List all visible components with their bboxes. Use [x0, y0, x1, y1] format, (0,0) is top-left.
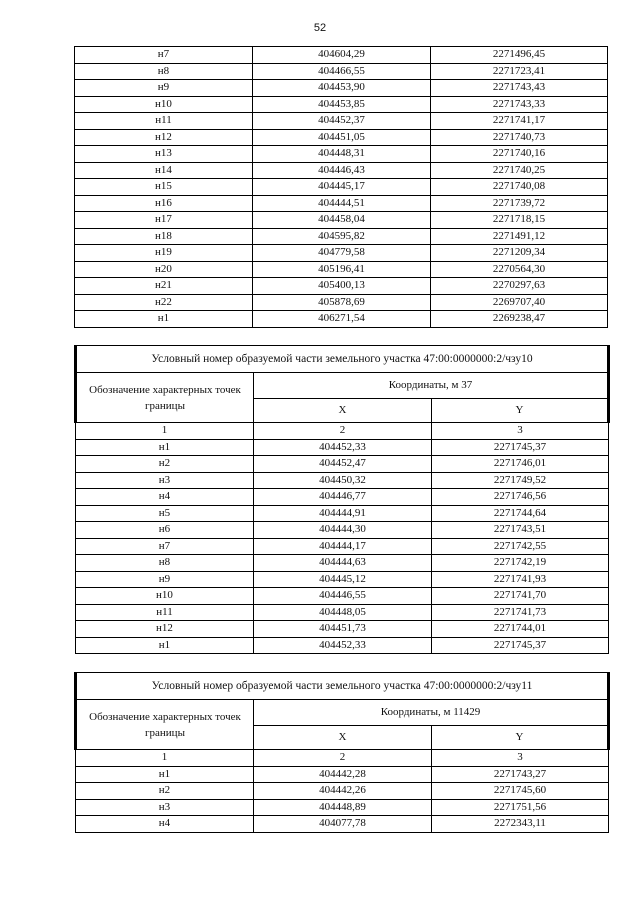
table-row — [75, 212, 608, 229]
x-coordinate: 404452,37 — [253, 113, 431, 130]
table-row — [75, 80, 608, 97]
x-coordinate: 404442,28 — [254, 766, 432, 783]
x-coordinate: 404448,31 — [253, 146, 431, 163]
y-coordinate: 2271751,56 — [432, 799, 609, 816]
point-id: н7 — [76, 538, 254, 555]
point-id: н11 — [75, 113, 253, 130]
y-coordinate: 2271718,15 — [431, 212, 608, 229]
point-id: н6 — [76, 522, 254, 539]
x-coordinate: 404444,30 — [254, 522, 432, 539]
table-row — [76, 621, 609, 638]
point-id: н10 — [75, 96, 253, 113]
coordinates-header: Координаты, м 11429 — [254, 700, 609, 726]
coordinates-table-continued — [74, 46, 608, 328]
table-row — [75, 47, 608, 64]
point-id: н9 — [76, 571, 254, 588]
x-coordinate: 404450,32 — [254, 472, 432, 489]
table-row — [76, 505, 609, 522]
point-id: н4 — [76, 489, 254, 506]
point-id: н13 — [75, 146, 253, 163]
x-coordinate: 404446,43 — [253, 162, 431, 179]
table-row — [76, 571, 609, 588]
y-coordinate: 2271740,25 — [431, 162, 608, 179]
x-coordinate: 404444,91 — [254, 505, 432, 522]
table-title: Условный номер образуемой части земельного участка 47:00:0000000:2/чзу11 — [76, 673, 609, 700]
x-coordinate: 404452,33 — [254, 637, 432, 654]
x-coordinate: 404446,77 — [254, 489, 432, 506]
point-id: н10 — [76, 588, 254, 605]
point-id: н7 — [75, 47, 253, 64]
point-id: н8 — [75, 63, 253, 80]
point-id: н3 — [76, 799, 254, 816]
y-coordinate: 2271741,17 — [431, 113, 608, 130]
x-coordinate: 404445,17 — [253, 179, 431, 196]
table-row — [76, 588, 609, 605]
page-number: 52 — [313, 22, 327, 34]
y-coordinate: 2271209,34 — [431, 245, 608, 262]
column-number: 3 — [432, 423, 609, 440]
table-row — [76, 816, 609, 833]
table-row — [75, 261, 608, 278]
x-coordinate: 404452,47 — [254, 456, 432, 473]
y-coordinate: 2271740,08 — [431, 179, 608, 196]
y-coordinate: 2271496,45 — [431, 47, 608, 64]
table-row — [76, 766, 609, 783]
table-row — [75, 278, 608, 295]
y-coordinate: 2271743,33 — [431, 96, 608, 113]
column-number: 2 — [254, 423, 432, 440]
y-coordinate: 2271739,72 — [431, 195, 608, 212]
x-coordinate: 404453,90 — [253, 80, 431, 97]
x-coordinate: 404446,55 — [254, 588, 432, 605]
table-row — [76, 799, 609, 816]
x-column-header: X — [254, 399, 432, 423]
point-id: н14 — [75, 162, 253, 179]
table-row — [75, 228, 608, 245]
y-coordinate: 2270297,63 — [431, 278, 608, 295]
x-coordinate: 404595,82 — [253, 228, 431, 245]
x-coordinate: 404444,63 — [254, 555, 432, 572]
point-id: н18 — [75, 228, 253, 245]
column-number: 1 — [76, 423, 254, 440]
point-id: н1 — [76, 637, 254, 654]
y-coordinate: 2271742,55 — [432, 538, 609, 555]
point-id: н11 — [76, 604, 254, 621]
y-coordinate: 2270564,30 — [431, 261, 608, 278]
x-coordinate: 405878,69 — [253, 294, 431, 311]
table-row — [75, 129, 608, 146]
point-id: н3 — [76, 472, 254, 489]
x-coordinate: 404604,29 — [253, 47, 431, 64]
x-coordinate: 406271,54 — [253, 311, 431, 328]
y-coordinate: 2271742,19 — [432, 555, 609, 572]
point-id: н19 — [75, 245, 253, 262]
y-coordinate: 2272343,11 — [432, 816, 609, 833]
table-row — [75, 245, 608, 262]
x-coordinate: 404779,58 — [253, 245, 431, 262]
column-number: 1 — [76, 750, 254, 767]
table-row — [75, 162, 608, 179]
y-coordinate: 2269707,40 — [431, 294, 608, 311]
table-row — [76, 555, 609, 572]
table-row — [76, 472, 609, 489]
x-coordinate: 404451,05 — [253, 129, 431, 146]
y-column-header: Y — [432, 726, 609, 750]
coordinates-table-chzu10 — [74, 345, 610, 654]
y-coordinate: 2269238,47 — [431, 311, 608, 328]
x-coordinate: 404448,89 — [254, 799, 432, 816]
x-coordinate: 404077,78 — [254, 816, 432, 833]
y-coordinate: 2271741,73 — [432, 604, 609, 621]
point-id: н2 — [76, 456, 254, 473]
y-coordinate: 2271745,60 — [432, 783, 609, 800]
x-coordinate: 404466,55 — [253, 63, 431, 80]
point-id: н1 — [76, 439, 254, 456]
point-id: н15 — [75, 179, 253, 196]
point-id: н1 — [76, 766, 254, 783]
table-row — [76, 489, 609, 506]
table-row — [76, 538, 609, 555]
point-id: н8 — [76, 555, 254, 572]
table-row — [76, 522, 609, 539]
x-coordinate: 404444,17 — [254, 538, 432, 555]
point-id: н5 — [76, 505, 254, 522]
column-number: 3 — [432, 750, 609, 767]
table-row — [76, 439, 609, 456]
point-id: н20 — [75, 261, 253, 278]
column-number: 2 — [254, 750, 432, 767]
y-coordinate: 2271749,52 — [432, 472, 609, 489]
x-coordinate: 404451,73 — [254, 621, 432, 638]
y-coordinate: 2271743,43 — [431, 80, 608, 97]
x-column-header: X — [254, 726, 432, 750]
point-id: н12 — [75, 129, 253, 146]
table-row — [76, 637, 609, 654]
table-row — [75, 179, 608, 196]
points-column-header: Обозначение характерных точек границы — [76, 700, 254, 750]
y-coordinate: 2271740,16 — [431, 146, 608, 163]
x-coordinate: 405400,13 — [253, 278, 431, 295]
y-coordinate: 2271743,27 — [432, 766, 609, 783]
x-coordinate: 404444,51 — [253, 195, 431, 212]
x-coordinate: 404448,05 — [254, 604, 432, 621]
x-coordinate: 404452,33 — [254, 439, 432, 456]
y-coordinate: 2271746,01 — [432, 456, 609, 473]
x-coordinate: 404458,04 — [253, 212, 431, 229]
x-coordinate: 404442,26 — [254, 783, 432, 800]
point-id: н9 — [75, 80, 253, 97]
y-coordinate: 2271743,51 — [432, 522, 609, 539]
y-column-header: Y — [432, 399, 609, 423]
table-row — [76, 456, 609, 473]
point-id: н1 — [75, 311, 253, 328]
table-row — [75, 294, 608, 311]
table-row — [75, 195, 608, 212]
y-coordinate: 2271741,93 — [432, 571, 609, 588]
table-row — [76, 604, 609, 621]
y-coordinate: 2271746,56 — [432, 489, 609, 506]
table-row — [75, 63, 608, 80]
y-coordinate: 2271491,12 — [431, 228, 608, 245]
y-coordinate: 2271740,73 — [431, 129, 608, 146]
y-coordinate: 2271723,41 — [431, 63, 608, 80]
table-row — [75, 311, 608, 328]
y-coordinate: 2271741,70 — [432, 588, 609, 605]
coordinates-table-chzu11 — [74, 672, 610, 833]
y-coordinate: 2271744,64 — [432, 505, 609, 522]
point-id: н12 — [76, 621, 254, 638]
y-coordinate: 2271744,01 — [432, 621, 609, 638]
y-coordinate: 2271745,37 — [432, 637, 609, 654]
point-id: н2 — [76, 783, 254, 800]
point-id: н22 — [75, 294, 253, 311]
x-coordinate: 405196,41 — [253, 261, 431, 278]
point-id: н17 — [75, 212, 253, 229]
table-row — [75, 113, 608, 130]
coordinates-header: Координаты, м 37 — [254, 373, 609, 399]
table-row — [75, 146, 608, 163]
point-id: н4 — [76, 816, 254, 833]
points-column-header: Обозначение характерных точек границы — [76, 373, 254, 423]
y-coordinate: 2271745,37 — [432, 439, 609, 456]
x-coordinate: 404445,12 — [254, 571, 432, 588]
table-title: Условный номер образуемой части земельного участка 47:00:0000000:2/чзу10 — [76, 346, 609, 373]
table-row — [75, 96, 608, 113]
x-coordinate: 404453,85 — [253, 96, 431, 113]
point-id: н21 — [75, 278, 253, 295]
point-id: н16 — [75, 195, 253, 212]
table-row — [76, 783, 609, 800]
